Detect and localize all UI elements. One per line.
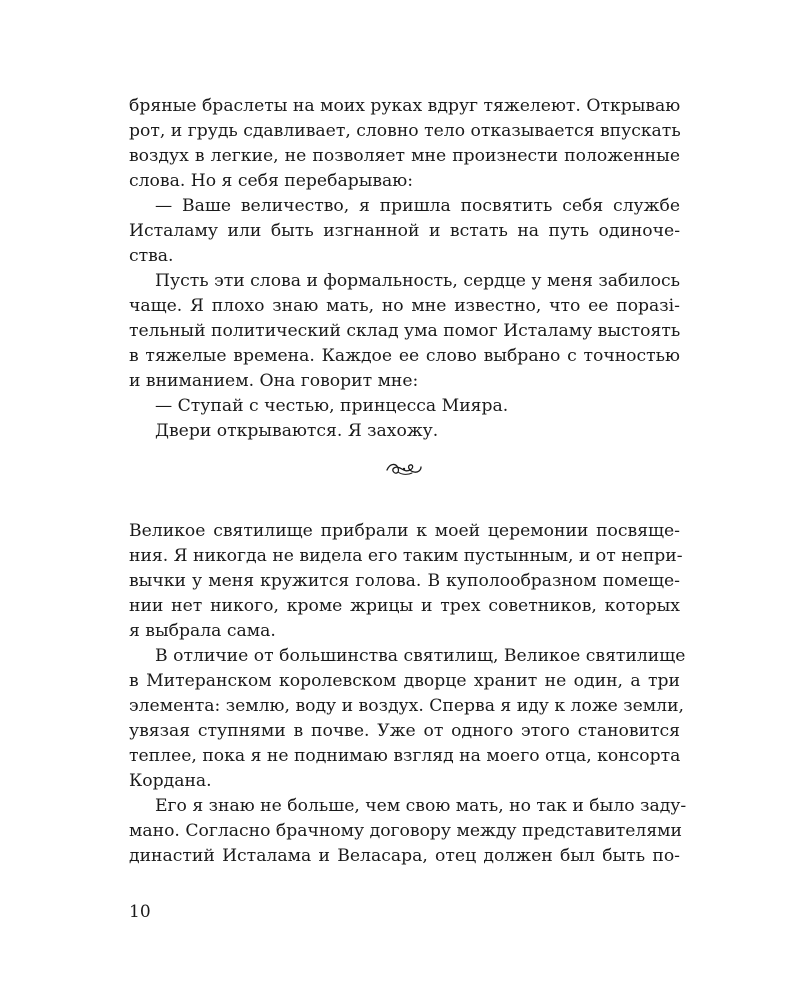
text-line: нии нет никого, кроме жрицы и трех советников, которых	[129, 596, 680, 616]
text-line: ства.	[129, 246, 174, 266]
paragraph-start-line: Двери открываются. Я захожу.	[155, 421, 439, 441]
dialogue-line: — Ваше величество, я пришла посвятить себя службе	[155, 196, 680, 216]
text-line: теплее, пока я не поднимаю взгляд на моего отца, консорта	[129, 746, 681, 766]
flourish-ornament-icon	[384, 460, 424, 478]
section-break	[129, 444, 680, 519]
text-line: в Митеранском королевском дворце хранит не один, а три	[129, 671, 680, 691]
text-line: Кордана.	[129, 771, 212, 791]
text-line: чаще. Я плохо знаю мать, но мне известно, что ее поразі-	[129, 296, 680, 316]
text-line: Исталаму или быть изгнанной и встать на путь одиноче-	[129, 221, 680, 241]
text-line: я выбрала сама.	[129, 621, 276, 641]
text-line: бряные браслеты на моих руках вдруг тяжелеют. Открываю	[129, 96, 681, 116]
text-line: увязая ступнями в почве. Уже от одного этого становится	[129, 721, 680, 741]
text-line: воздух в легкие, не позволяет мне произнести положенные	[129, 146, 680, 166]
text-line: ния. Я никогда не видела его таким пустынным, и от непри-	[129, 546, 683, 566]
text-line: династий Исталама и Веласара, отец должен был быть по-	[129, 846, 680, 866]
text-line: вычки у меня кружится голова. В куполообразном помеще-	[129, 571, 680, 591]
page-body	[129, 88, 687, 869]
dialogue-line: — Ступай с честью, принцесса Мияра.	[155, 396, 509, 416]
text-line: слова. Но я себя перебарываю:	[129, 171, 414, 191]
text-line: элемента: землю, воду и воздух. Сперва я иду к ложе земли,	[129, 696, 685, 716]
text-line: и вниманием. Она говорит мне:	[129, 371, 419, 391]
paragraph-start-line: Его я знаю не больше, чем свою мать, но так и было заду-	[155, 796, 687, 816]
paragraph-start-line: Пусть эти слова и формальность, сердце у меня забилось	[155, 271, 680, 291]
text-line: Великое святилище прибрали к моей церемонии посвяще-	[129, 521, 680, 541]
text-line: в тяжелые времена. Каждое ее слово выбрано с точностью	[129, 346, 680, 366]
text-line: мано. Согласно брачному договору между представителями	[129, 821, 683, 841]
paragraph-start-line: В отличие от большинства святилищ, Великое святилище	[155, 646, 686, 666]
text-line: рот, и грудь сдавливает, словно тело отказывается впускать	[129, 121, 681, 141]
page-number: 10	[129, 902, 151, 922]
text-line: тельный политический склад ума помог Исталаму выстоять	[129, 321, 681, 341]
